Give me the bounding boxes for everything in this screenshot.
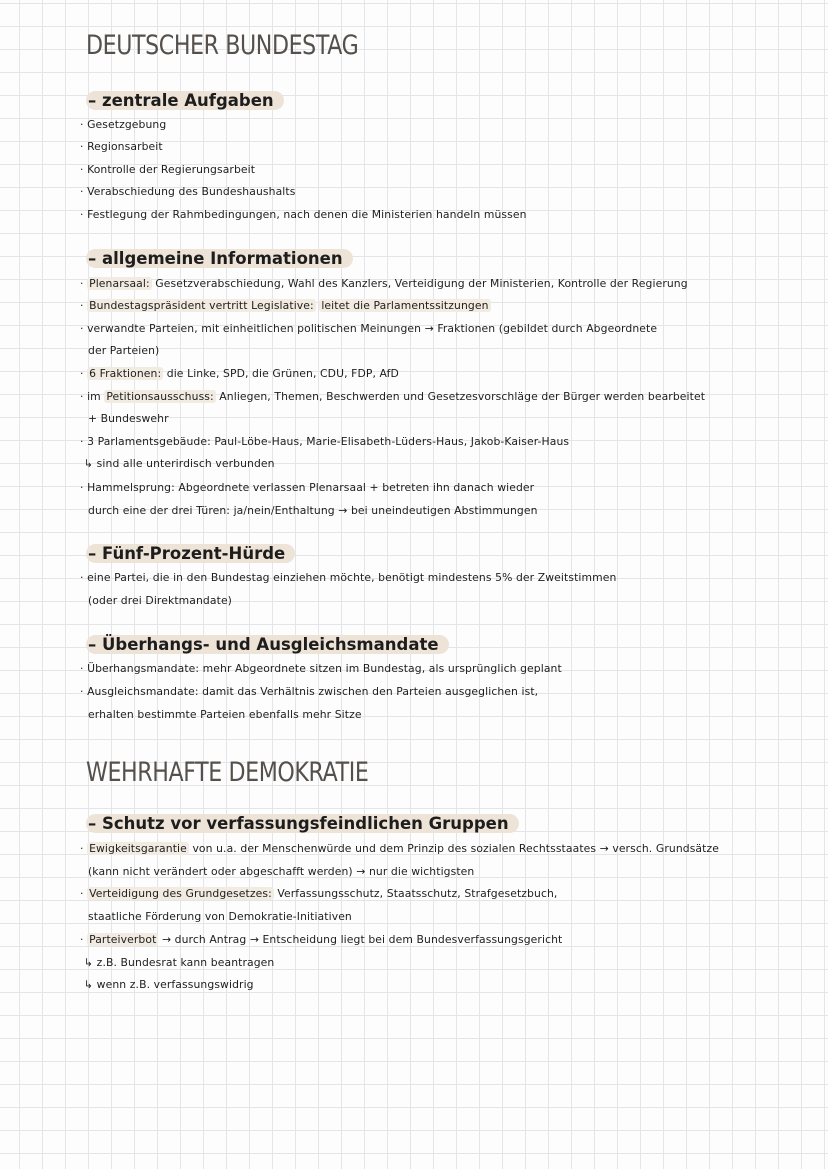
list-item-continuation: ↳ sind alle unterirdisch verbunden bbox=[84, 457, 275, 470]
term-highlight: Bundestagspräsident vertritt Legislative: bbox=[89, 299, 314, 312]
term-highlight: Verteidigung des Grundgesetzes: bbox=[89, 887, 272, 900]
heading-mandate bbox=[86, 634, 449, 656]
list-item-continuation: ↳ wenn z.B. verfassungswidrig bbox=[84, 978, 254, 991]
list-item-ewigkeitsgarantie: · Ewigkeitsgarantie von u.a. der Menschenwürde und dem Prinzip des sozialen Rechtsstaates → versch. Grundsätze bbox=[80, 842, 719, 855]
term-highlight: Parteiverbot bbox=[89, 933, 157, 946]
term-highlight: 6 Fraktionen: bbox=[89, 367, 162, 380]
list-item-verteidigung: · Verteidigung des Grundgesetzes: Verfassungsschutz, Staatsschutz, Strafgesetzbuch, bbox=[80, 887, 558, 900]
heading-text: – Schutz vor verfassungsfeindlichen Gruppen bbox=[86, 814, 519, 833]
section-title-wehrhafte-demokratie: WEHRHAFTE DEMOKRATIE bbox=[86, 757, 369, 788]
term-text: die Linke, SPD, die Grünen, CDU, FDP, AfD bbox=[163, 367, 399, 380]
heading-text: – allgemeine Informationen bbox=[86, 249, 353, 268]
list-item: · Regionsarbeit bbox=[80, 140, 163, 153]
section-title-bundestag: DEUTSCHER BUNDESTAG bbox=[86, 30, 359, 61]
list-item-continuation: (kann nicht verändert oder abgeschafft werden) → nur die wichtigsten bbox=[88, 865, 475, 878]
list-item: · Überhangsmandate: mehr Abgeordnete sitzen im Bundestag, als ursprünglich geplant bbox=[80, 662, 562, 675]
list-item-continuation: ↳ z.B. Bundesrat kann beantragen bbox=[84, 956, 275, 969]
list-item-hammelsprung: · Hammelsprung: Abgeordnete verlassen Plenarsaal + betreten ihn danach wieder bbox=[80, 481, 535, 494]
term-text: → durch Antrag → Entscheidung liegt bei dem Bundesverfassungsgericht bbox=[158, 933, 563, 946]
list-item-continuation: staatliche Förderung von Demokratie-Initiativen bbox=[88, 910, 352, 923]
heading-text: – Fünf-Prozent-Hürde bbox=[86, 544, 295, 563]
list-item: · Verabschiedung des Bundeshaushalts bbox=[80, 185, 296, 198]
list-item: · eine Partei, die in den Bundestag einziehen möchte, benötigt mindestens 5% der Zweitstimmen bbox=[80, 571, 617, 584]
term-highlight: Petitionsausschuss: bbox=[106, 390, 214, 403]
list-item-continuation: erhalten bestimmte Parteien ebenfalls mehr Sitze bbox=[88, 708, 362, 721]
list-item-parteiverbot: · Parteiverbot → durch Antrag → Entscheidung liegt bei dem Bundesverfassungsgericht bbox=[80, 933, 563, 946]
term-prefix: · im bbox=[80, 390, 105, 403]
term-text: von u.a. der Menschenwürde und dem Prinzip des sozialen Rechtsstaates → versch. Grundsätze bbox=[188, 842, 719, 855]
list-item: · Gesetzgebung bbox=[80, 118, 167, 131]
heading-fuenf-prozent-huerde bbox=[86, 543, 295, 565]
list-item: · Kontrolle der Regierungsarbeit bbox=[80, 163, 256, 176]
list-item-continuation: + Bundeswehr bbox=[88, 412, 169, 425]
list-item-fraktionen: · 6 Fraktionen: die Linke, SPD, die Grünen, CDU, FDP, AfD bbox=[80, 367, 399, 380]
list-item-praesident: · Bundestagspräsident vertritt Legislative: leitet die Parlamentssitzungen bbox=[80, 299, 489, 312]
heading-zentrale-aufgaben bbox=[86, 90, 284, 112]
list-item-continuation: durch eine der drei Türen: ja/nein/Enthaltung → bei uneindeutigen Abstimmungen bbox=[88, 504, 538, 517]
list-item-petition bbox=[80, 389, 705, 405]
list-item: · Ausgleichsmandate: damit das Verhältnis zwischen den Parteien ausgeglichen ist, bbox=[80, 685, 539, 698]
list-item-gebaeude: · 3 Parlamentsgebäude: Paul-Löbe-Haus, Marie-Elisabeth-Lüders-Haus, Jakob-Kaiser-Haus bbox=[80, 435, 570, 448]
term-text: Gesetzverabschiedung, Wahl des Kanzlers, Verteidigung der Ministerien, Kontrolle der Regierung bbox=[151, 277, 688, 290]
list-item: · Festlegung der Rahmbedingungen, nach denen die Ministerien handeln müssen bbox=[80, 208, 527, 221]
term-highlight: Ewigkeitsgarantie bbox=[89, 842, 187, 855]
heading-schutz bbox=[86, 813, 519, 835]
term-highlight: leitet die Parlamentssitzungen bbox=[321, 299, 489, 312]
heading-text: – Überhangs- und Ausgleichsmandate bbox=[86, 635, 449, 654]
heading-text: – zentrale Aufgaben bbox=[86, 91, 284, 110]
list-item-parteien: · verwandte Parteien, mit einheitlichen politischen Meinungen → Fraktionen (gebildet durch Abgeordnete bbox=[80, 322, 658, 335]
list-item-continuation: der Parteien) bbox=[88, 344, 160, 357]
heading-allgemeine-informationen bbox=[86, 248, 353, 270]
list-item-continuation: (oder drei Direktmandate) bbox=[88, 594, 232, 607]
term-text: Anliegen, Themen, Beschwerden und Gesetzesvorschläge der Bürger werden bearbeitet bbox=[215, 390, 706, 403]
list-item-plenarsaal: · Plenarsaal: Gesetzverabschiedung, Wahl des Kanzlers, Verteidigung der Ministerien, Kontrolle der Regierung bbox=[80, 277, 688, 290]
term-text: Verfassungsschutz, Staatsschutz, Strafgesetzbuch, bbox=[273, 887, 558, 900]
term-highlight: Plenarsaal: bbox=[89, 277, 150, 290]
